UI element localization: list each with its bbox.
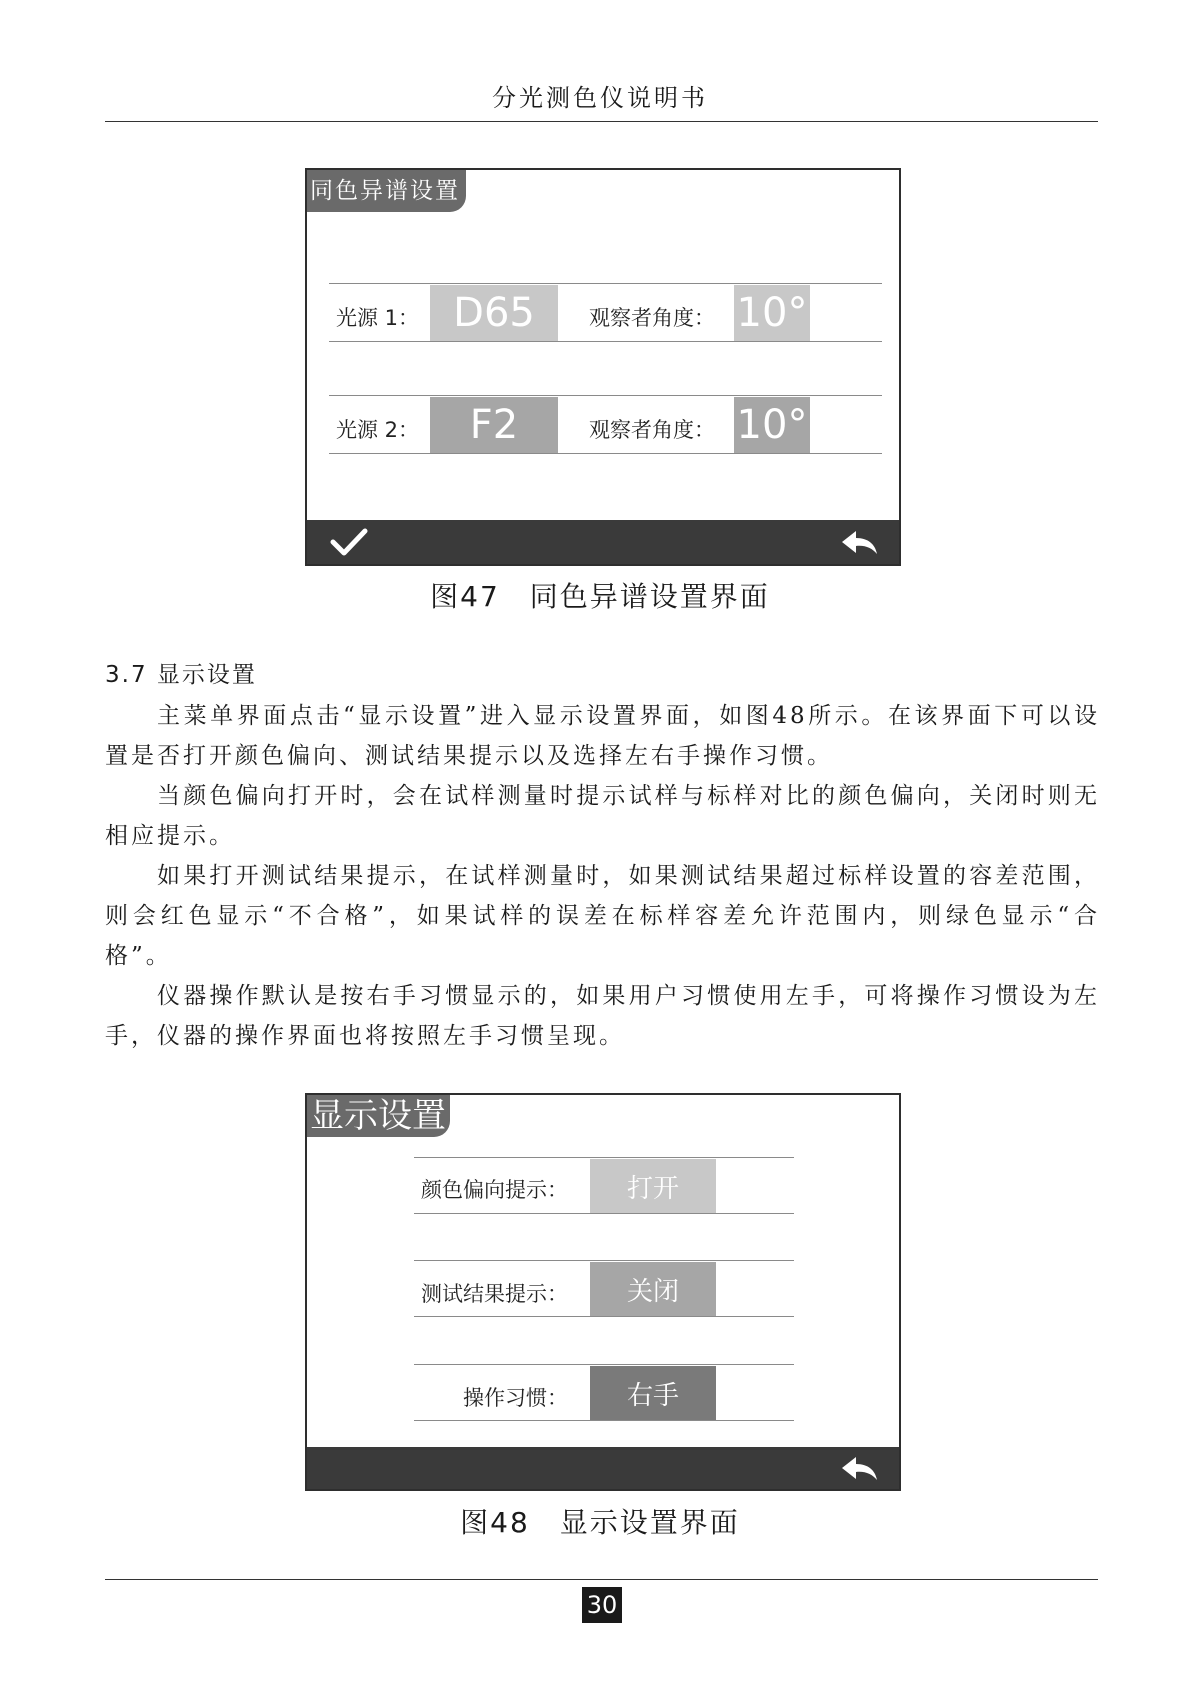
section-heading: 3.7 显示设置 — [105, 662, 257, 688]
color-deviation-hint-toggle[interactable]: 打开 — [590, 1159, 716, 1213]
divider — [414, 1420, 794, 1421]
test-result-hint-label: 测试结果提示： — [421, 1282, 568, 1306]
header-divider — [105, 121, 1098, 122]
divider — [414, 1364, 794, 1365]
page-number: 30 — [582, 1587, 622, 1623]
divider — [329, 453, 882, 454]
test-result-hint-toggle[interactable]: 关闭 — [590, 1262, 716, 1316]
paragraph-3: 如果打开测试结果提示，在试样测量时，如果测试结果超过标样设置的容差范围，则会红色显示“不合格”，如果试样的误差在标样容差允许范围内，则绿色显示“合格”。 — [105, 863, 1100, 969]
paragraph-4: 仪器操作默认是按右手习惯显示的，如果用户习惯使用左手，可将操作习惯设为左手，仪器的操作界面也将按照左手习惯呈现。 — [105, 983, 1100, 1049]
screen-title-tab: 显示设置 — [307, 1095, 450, 1137]
return-arrow-icon[interactable] — [839, 1454, 879, 1486]
display-settings-screen — [305, 1093, 901, 1491]
paragraph-1: 主菜单界面点击“显示设置”进入显示设置界面，如图48所示。在该界面下可以设置是否打开颜色偏向、测试结果提示以及选择左右手操作习惯。 — [105, 703, 1100, 769]
divider — [414, 1316, 794, 1317]
screen-title-tab: 同色异谱设置 — [307, 170, 466, 212]
figure-48-caption: 图48 显示设置界面 — [460, 1506, 740, 1539]
bottom-toolbar — [307, 1447, 899, 1489]
metamerism-settings-screen — [305, 168, 901, 566]
divider — [329, 283, 882, 284]
paragraph-2: 当颜色偏向打开时，会在试样测量时提示试样与标样对比的颜色偏向，关闭时则无相应提示。 — [105, 783, 1100, 849]
return-arrow-icon[interactable] — [839, 528, 879, 560]
figure-47-caption: 图47 同色异谱设置界面 — [430, 580, 770, 613]
illuminant-2-value[interactable]: F2 — [430, 397, 558, 453]
observer-angle-2-label: 观察者角度： — [589, 418, 715, 442]
illuminant-1-label: 光源 1： — [336, 306, 420, 330]
divider — [414, 1260, 794, 1261]
divider — [414, 1157, 794, 1158]
divider — [414, 1213, 794, 1214]
observer-angle-2-value[interactable]: 10° — [734, 397, 810, 453]
operation-habit-selector[interactable]: 右手 — [590, 1366, 716, 1420]
observer-angle-1-label: 观察者角度： — [589, 306, 715, 330]
check-icon[interactable] — [329, 526, 369, 562]
illuminant-2-label: 光源 2： — [336, 418, 420, 442]
observer-angle-1-value[interactable]: 10° — [734, 285, 810, 341]
illuminant-1-value[interactable]: D65 — [430, 285, 558, 341]
divider — [329, 341, 882, 342]
bottom-toolbar — [307, 520, 899, 564]
document-title: 分光测色仪说明书 — [492, 84, 708, 112]
divider — [329, 395, 882, 396]
color-deviation-hint-label: 颜色偏向提示： — [421, 1178, 568, 1202]
footer-divider — [105, 1579, 1098, 1580]
operation-habit-label: 操作习惯： — [463, 1386, 568, 1410]
